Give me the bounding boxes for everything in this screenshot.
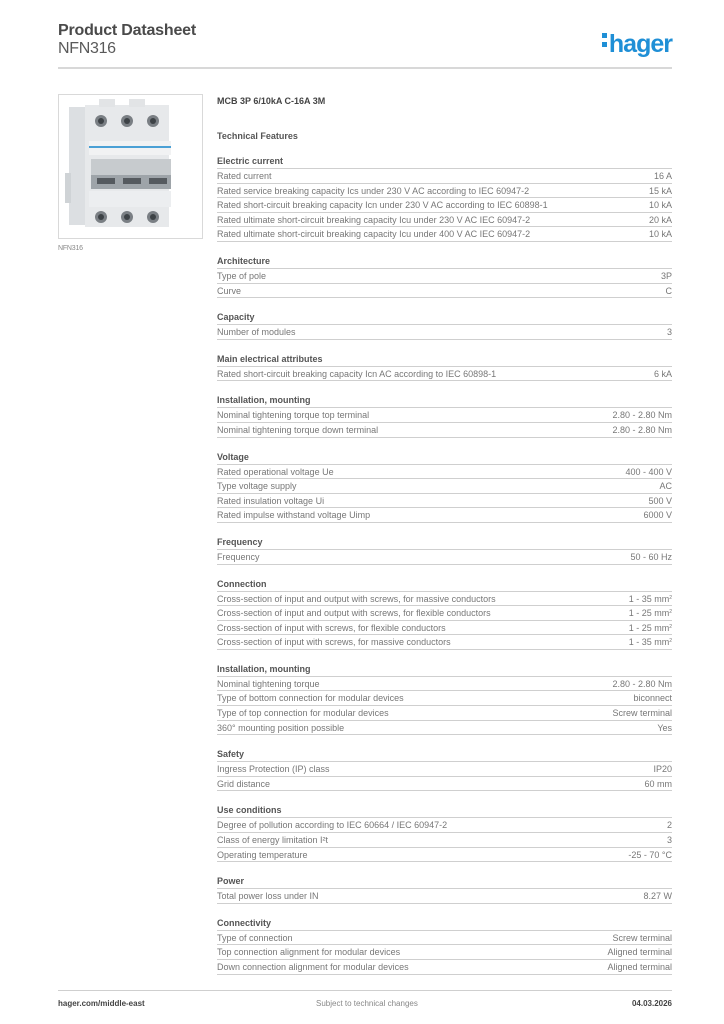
spec-value — [633, 691, 672, 705]
spec-value-superscript: 2 — [669, 638, 672, 645]
section-title: Connection — [217, 579, 672, 592]
spec-label: Cross-section of input with screws, for massive conductors — [217, 637, 451, 648]
spec-row — [217, 325, 672, 340]
section-title: Installation, mounting — [217, 395, 672, 408]
spec-value — [661, 269, 672, 283]
spec-label: Rated ultimate short-circuit breaking capacity Icu under 230 V AC IEC 60947-2 — [217, 214, 531, 225]
product-code: NFN316 — [58, 40, 116, 57]
spec-row — [217, 284, 672, 299]
spec-value — [654, 367, 672, 381]
spec-value-text: 3 — [666, 835, 672, 846]
page-footer — [58, 999, 672, 1008]
spec-row — [217, 931, 672, 946]
spec-row — [217, 408, 672, 423]
spec-value-text: Screw terminal — [612, 708, 672, 719]
spec-label: Rated operational voltage Ue — [217, 466, 334, 477]
spec-label: Down connection alignment for modular devices — [217, 962, 409, 972]
spec-label: Cross-section of input and output with screws, for flexible conductors — [217, 608, 491, 619]
spec-value — [667, 818, 672, 832]
spec-row — [217, 213, 672, 228]
spec-value — [612, 408, 672, 422]
spec-section — [217, 256, 672, 298]
spec-value — [607, 945, 672, 959]
spec-value — [644, 777, 672, 791]
spec-value-text: 1 - 25 mm — [628, 622, 670, 633]
section-title: Safety — [217, 749, 672, 762]
spec-label: Ingress Protection (IP) class — [217, 764, 330, 775]
spec-label: Rated impulse withstand voltage Uimp — [217, 510, 371, 521]
spec-value — [625, 465, 672, 479]
spec-value-text: AC — [659, 481, 672, 492]
spec-value-text: 400 - 400 V — [625, 466, 672, 477]
header-divider — [58, 67, 672, 69]
spec-value-text: 2 — [666, 820, 672, 831]
spec-label: 360° mounting position possible — [217, 722, 345, 733]
spec-label: Type of pole — [217, 270, 267, 281]
spec-label: Rated short-circuit breaking capacity Icn under 230 V AC according to IEC 60898-1 — [217, 200, 548, 211]
spec-value — [666, 284, 673, 298]
spec-value-text: 500 V — [648, 495, 672, 506]
spec-value — [648, 494, 672, 508]
section-title: Main electrical attributes — [217, 354, 672, 367]
spec-value — [629, 606, 672, 620]
spec-value-text: 20 kA — [648, 214, 672, 225]
spec-row — [217, 691, 672, 706]
image-caption: NFN316 — [58, 245, 83, 252]
spec-section — [217, 664, 672, 735]
spec-value — [612, 677, 672, 691]
spec-sections — [217, 156, 672, 975]
spec-label: Type of bottom connection for modular devices — [217, 693, 404, 704]
spec-row — [217, 848, 672, 863]
spec-value — [643, 508, 672, 522]
spec-row — [217, 889, 672, 904]
section-title: Architecture — [217, 256, 672, 269]
spec-value-text: 2.80 - 2.80 Nm — [612, 410, 672, 421]
section-title: Power — [217, 876, 672, 889]
spec-label: Rated current — [217, 171, 272, 181]
spec-value — [649, 213, 672, 227]
spec-row — [217, 494, 672, 509]
spec-value — [612, 423, 672, 437]
spec-label: Type of connection — [217, 932, 293, 943]
spec-label: Type of top connection for modular devices — [217, 708, 389, 719]
spec-row — [217, 762, 672, 777]
spec-section — [217, 312, 672, 340]
spec-section — [217, 156, 672, 242]
spec-row — [217, 677, 672, 692]
spec-row — [217, 621, 672, 636]
spec-row — [217, 635, 672, 650]
spec-value — [653, 762, 672, 776]
spec-value — [629, 592, 672, 606]
spec-section — [217, 452, 672, 523]
spec-value — [649, 227, 672, 241]
spec-row — [217, 184, 672, 199]
spec-row — [217, 818, 672, 833]
spec-value-text: 2.80 - 2.80 Nm — [612, 424, 672, 435]
spec-value-text: Aligned terminal — [607, 947, 672, 958]
product-image — [58, 94, 203, 239]
spec-value-text: 3P — [660, 270, 672, 281]
spec-label: Rated insulation voltage Ui — [217, 495, 325, 506]
spec-label: Type voltage supply — [217, 481, 297, 492]
spec-value — [628, 848, 672, 862]
document-title: Product Datasheet — [58, 22, 196, 39]
spec-label: Cross-section of input with screws, for flexible conductors — [217, 622, 446, 633]
spec-label: Rated service breaking capacity Ics under 230 V AC according to IEC 60947-2 — [217, 185, 530, 196]
spec-value-text: 50 - 60 Hz — [630, 551, 672, 562]
spec-value-superscript: 2 — [669, 594, 672, 601]
spec-row — [217, 367, 672, 382]
section-title: Electric current — [217, 156, 672, 169]
spec-row — [217, 833, 672, 848]
section-title: Frequency — [217, 537, 672, 550]
spec-value — [612, 931, 672, 945]
spec-value-text: IP20 — [653, 764, 672, 775]
spec-label: Grid distance — [217, 778, 271, 789]
spec-value — [649, 184, 672, 198]
spec-value — [654, 169, 672, 183]
spec-value — [630, 550, 672, 564]
spec-section — [217, 876, 672, 904]
spec-row — [217, 945, 672, 960]
spec-label: Frequency — [217, 551, 260, 562]
spec-label: Nominal tightening torque — [217, 678, 320, 689]
spec-value-text: 60 mm — [644, 778, 672, 789]
spec-value-superscript: 2 — [669, 609, 672, 616]
datasheet-content — [217, 95, 672, 975]
spec-label: Rated short-circuit breaking capacity Icn AC according to IEC 60898-1 — [217, 368, 497, 379]
spec-row — [217, 550, 672, 565]
technical-features-title: Technical Features — [217, 131, 298, 141]
spec-value-text: 8.27 W — [643, 891, 672, 902]
section-title: Installation, mounting — [217, 664, 672, 677]
spec-row — [217, 479, 672, 494]
spec-section — [217, 918, 672, 975]
spec-value — [659, 479, 672, 493]
spec-row — [217, 777, 672, 792]
spec-value-text: -25 - 70 °C — [628, 849, 672, 860]
spec-label: Degree of pollution according to IEC 60664 / IEC 60947-2 — [217, 820, 448, 831]
spec-section — [217, 579, 672, 650]
spec-row — [217, 465, 672, 480]
spec-value-superscript: 2 — [669, 623, 672, 630]
spec-label: Total power loss under IN — [217, 891, 319, 902]
footer-divider — [58, 990, 672, 991]
logo-colon-icon — [602, 29, 607, 51]
spec-value — [612, 706, 672, 720]
hager-logo: hager — [602, 30, 672, 56]
section-title: Connectivity — [217, 918, 672, 931]
spec-value-text: 3 — [666, 327, 672, 338]
spec-section — [217, 395, 672, 437]
spec-value — [643, 889, 672, 903]
footer-note: Subject to technical changes — [316, 999, 418, 1008]
spec-value-text: 1 - 35 mm — [628, 637, 670, 648]
spec-value-text: biconnect — [633, 693, 672, 704]
spec-row — [217, 721, 672, 736]
spec-value — [607, 960, 672, 974]
section-title: Capacity — [217, 312, 672, 325]
spec-value — [667, 325, 672, 339]
spec-label: Operating temperature — [217, 849, 308, 860]
spec-value-text: 1 - 25 mm — [628, 608, 670, 619]
spec-value-text: 10 kA — [648, 200, 672, 211]
spec-value-text: 1 - 35 mm — [628, 593, 670, 604]
spec-value-text: 6 kA — [653, 368, 672, 379]
spec-value-text: Screw terminal — [612, 932, 672, 943]
footer-website-link[interactable]: hager.com/middle-east — [58, 999, 145, 1008]
spec-label: Cross-section of input and output with screws, for massive conductors — [217, 593, 496, 604]
spec-row — [217, 423, 672, 438]
spec-row — [217, 508, 672, 523]
spec-row — [217, 592, 672, 607]
spec-section — [217, 805, 672, 862]
section-title: Use conditions — [217, 805, 672, 818]
spec-row — [217, 960, 672, 975]
spec-label: Nominal tightening torque down terminal — [217, 424, 379, 435]
section-title: Voltage — [217, 452, 672, 465]
spec-row — [217, 606, 672, 621]
spec-label: Nominal tightening torque top terminal — [217, 410, 370, 421]
spec-value-text: C — [665, 285, 672, 296]
spec-row — [217, 269, 672, 284]
spec-row — [217, 706, 672, 721]
spec-label: Number of modules — [217, 327, 296, 338]
spec-value-text: 15 kA — [648, 185, 672, 196]
spec-value-text: 2.80 - 2.80 Nm — [612, 678, 672, 689]
spec-row — [217, 198, 672, 213]
footer-date: 04.03.2026 — [631, 999, 672, 1008]
spec-label: Class of energy limitation I²t — [217, 835, 329, 846]
spec-value — [649, 198, 672, 212]
spec-section — [217, 537, 672, 565]
spec-value — [629, 621, 672, 635]
spec-row — [217, 169, 672, 184]
spec-section — [217, 354, 672, 382]
spec-label: Rated ultimate short-circuit breaking capacity Icu under 400 V AC IEC 60947-2 — [217, 229, 531, 240]
product-name: MCB 3P 6/10kA C-16A 3M — [217, 96, 326, 106]
spec-label: Curve — [217, 285, 242, 296]
spec-row — [217, 227, 672, 242]
spec-value-text: 6000 V — [643, 510, 672, 521]
spec-section — [217, 749, 672, 791]
page-header — [58, 22, 672, 58]
spec-value-text: 10 kA — [648, 229, 672, 240]
spec-value — [657, 721, 672, 735]
spec-value — [667, 833, 672, 847]
spec-value-text: Aligned terminal — [607, 962, 672, 972]
spec-value — [629, 635, 672, 649]
circuit-breaker-illustration — [59, 95, 202, 238]
spec-label: Top connection alignment for modular devices — [217, 947, 401, 958]
spec-value-text: 16 A — [653, 171, 672, 181]
spec-value-text: Yes — [657, 722, 672, 733]
